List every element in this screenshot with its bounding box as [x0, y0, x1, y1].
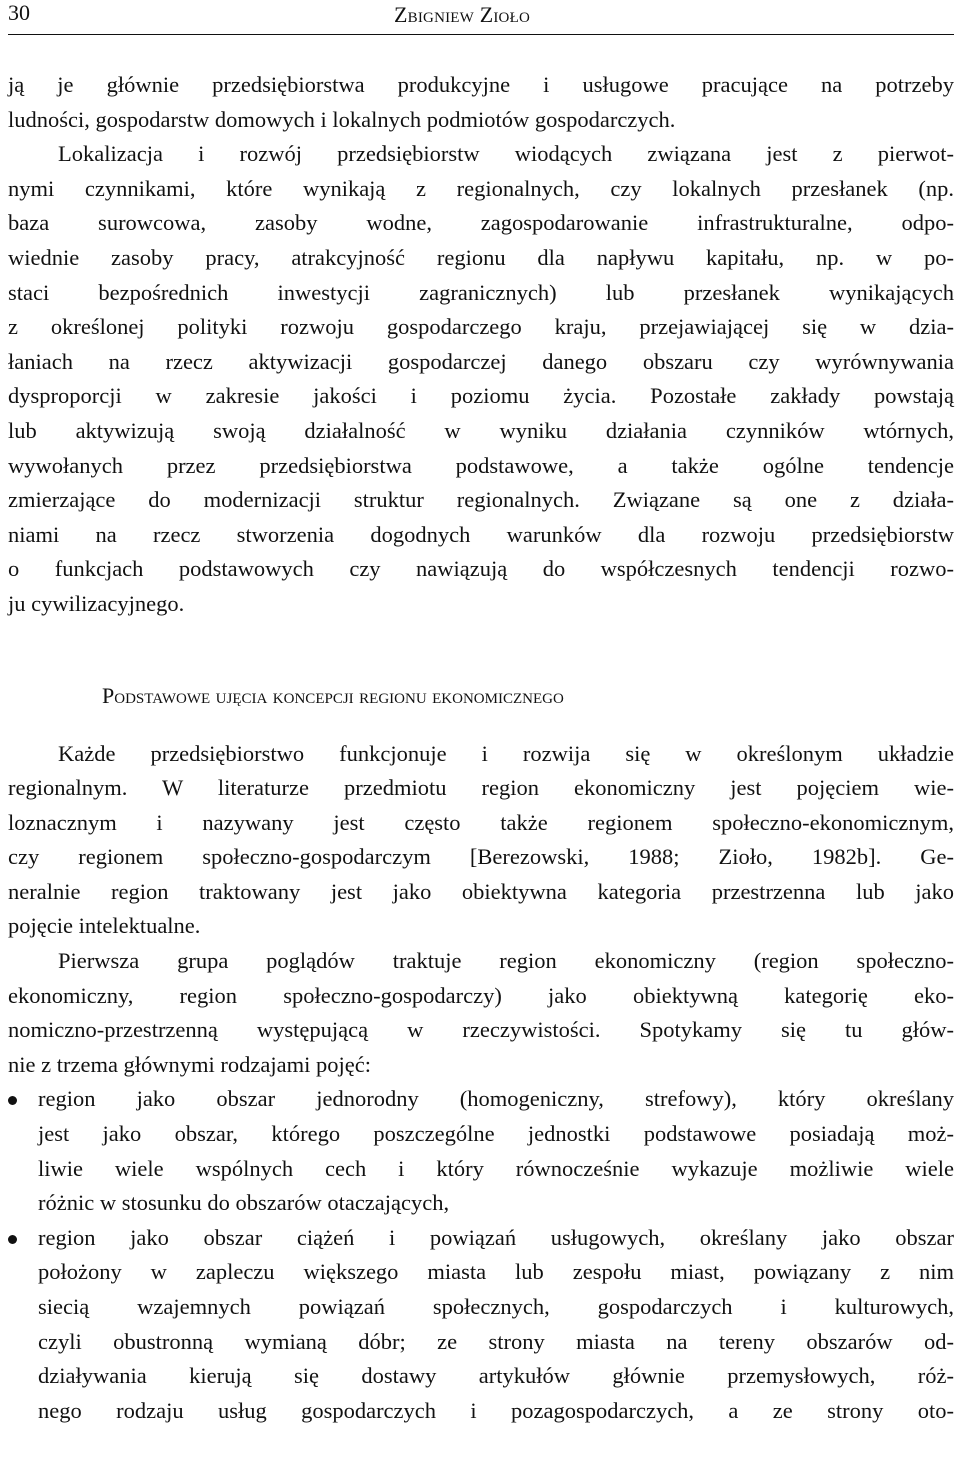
- text-line: regionalnym. W literaturze przedmiotu region ekonomiczny jest pojęciem wie-: [8, 775, 954, 801]
- text-line: baza surowcowa, zasoby wodne, zagospodarowanie infrastrukturalne, odpo-: [8, 210, 954, 236]
- text-line: Pierwsza grupa poglądów traktuje region ekonomiczny (region społeczno-: [58, 948, 954, 974]
- text-line: czy regionem społeczno-gospodarczym [Berezowski, 1988; Zioło, 1982b]. Ge-: [8, 844, 954, 870]
- bullet-text: region jako obszar jednorodny (homogeniczny, strefowy), który określany: [38, 1086, 954, 1112]
- bullet-item: [8, 1221, 954, 1429]
- bullet-line: nego rodzaju usług gospodarczych i pozagospodarczych, a ze strony oto-: [38, 1397, 954, 1423]
- bullet-line: jest jako obszar, którego poszczególne jednostki podstawowe posiadają moż-: [38, 1121, 954, 1147]
- running-head: [8, 0, 954, 35]
- bullet-dot-icon: [8, 1235, 17, 1244]
- bullet-line: [8, 1082, 954, 1117]
- bullet-line: różnic w stosunku do obszarów otaczających,: [38, 1190, 450, 1216]
- bullet-line: położony w zapleczu większego miasta lub zespołu miast, powiązany z nim: [38, 1259, 954, 1285]
- text-line: zmierzające do modernizacji struktur regionalnych. Związane są one z działa-: [8, 487, 954, 513]
- text-line: pojęcie intelektualne.: [8, 913, 201, 939]
- bullet-list: [8, 1082, 954, 1428]
- bullet-line: czyli obustronną wymianą dóbr; ze strony miasta na tereny obszarów od-: [38, 1328, 954, 1354]
- paragraph-1: [8, 35, 954, 622]
- page-number: 30: [8, 0, 30, 25]
- text-line: Każde przedsiębiorstwo funkcjonuje i rozwija się w określonym układzie: [58, 740, 954, 766]
- bullet-item: [8, 1082, 954, 1220]
- text-line: ju cywilizacyjnego.: [8, 590, 185, 616]
- text-line: nymi czynnikami, które wynikają z regionalnych, czy lokalnych przesłanek (np.: [8, 175, 954, 201]
- text-line: lub aktywizują swoją działalność w wyniku działania czynników wtórnych,: [8, 417, 954, 443]
- running-head-author: Zbigniew Zioło: [394, 2, 530, 27]
- text-line: z określonej polityki rozwoju gospodarczego kraju, przejawiającej się w dzia-: [8, 314, 954, 340]
- text-line: o funkcjach podstawowych czy nawiązują do współczesnych tendencji rozwo-: [8, 556, 954, 582]
- text-line: dysproporcji w zakresie jakości i poziomu życia. Pozostałe zakłady powstają: [8, 383, 954, 409]
- bullet-line: liwie wiele wspólnych cech i który równocześnie wykazuje możliwie wiele: [38, 1155, 954, 1181]
- text-line: ją je głównie przedsiębiorstwa produkcyjne i usługowe pracujące na potrzeby: [8, 72, 954, 97]
- text-line: loznacznym i nazywany jest często także regionem społeczno-ekonomicznym,: [8, 809, 954, 835]
- text-line: wywołanych przez przedsiębiorstwa podstawowe, a także ogólne tendencje: [8, 452, 954, 478]
- bullet-line: działywania kierują się dostawy artykułów głównie przemysłowych, róż-: [38, 1363, 954, 1389]
- bullet-text: region jako obszar ciążeń i powiązań usługowych, określany jako obszar: [38, 1224, 954, 1250]
- bullet-line: siecią wzajemnych powiązań społecznych, gospodarczych i kulturowych,: [38, 1294, 954, 1319]
- text-line: neralnie region traktowany jest jako obiektywna kategoria przestrzenna lub jako: [8, 878, 954, 904]
- text-line: nie z trzema głównymi rodzajami pojęć:: [8, 1051, 371, 1077]
- text-line: łaniach na rzecz aktywizacji gospodarczej danego obszaru czy wyrównywania: [8, 348, 954, 374]
- text-line: Lokalizacja i rozwój przedsiębiorstw wiodących związana jest z pierwot-: [58, 141, 954, 167]
- text-line: wiednie zasoby pracy, atrakcyjność regionu dla napływu kapitału, np. w po-: [8, 244, 954, 270]
- text-line: staci bezpośrednich inwestycji zagranicznych) lub przesłanek wynikających: [8, 279, 954, 305]
- paragraph-3: [8, 944, 954, 1082]
- paragraph-2: [8, 710, 954, 945]
- text-line: ludności, gospodarstw domowych i lokalnych podmiotów gospodarczych.: [8, 106, 676, 132]
- section-heading: Podstawowe ujęcia koncepcji regionu ekonomicznego: [102, 682, 564, 708]
- text-line: niami na rzecz stworzenia dogodnych warunków dla rozwoju przedsiębiorstw: [8, 521, 954, 547]
- bullet-line: [8, 1221, 954, 1256]
- bullet-dot-icon: [8, 1096, 17, 1105]
- text-line: ekonomiczny, region społeczno-gospodarczy) jako obiektywną kategorię eko-: [8, 982, 954, 1008]
- text-line: nomiczno-przestrzenną występującą w rzeczywistości. Spotykamy się tu głów-: [8, 1017, 954, 1043]
